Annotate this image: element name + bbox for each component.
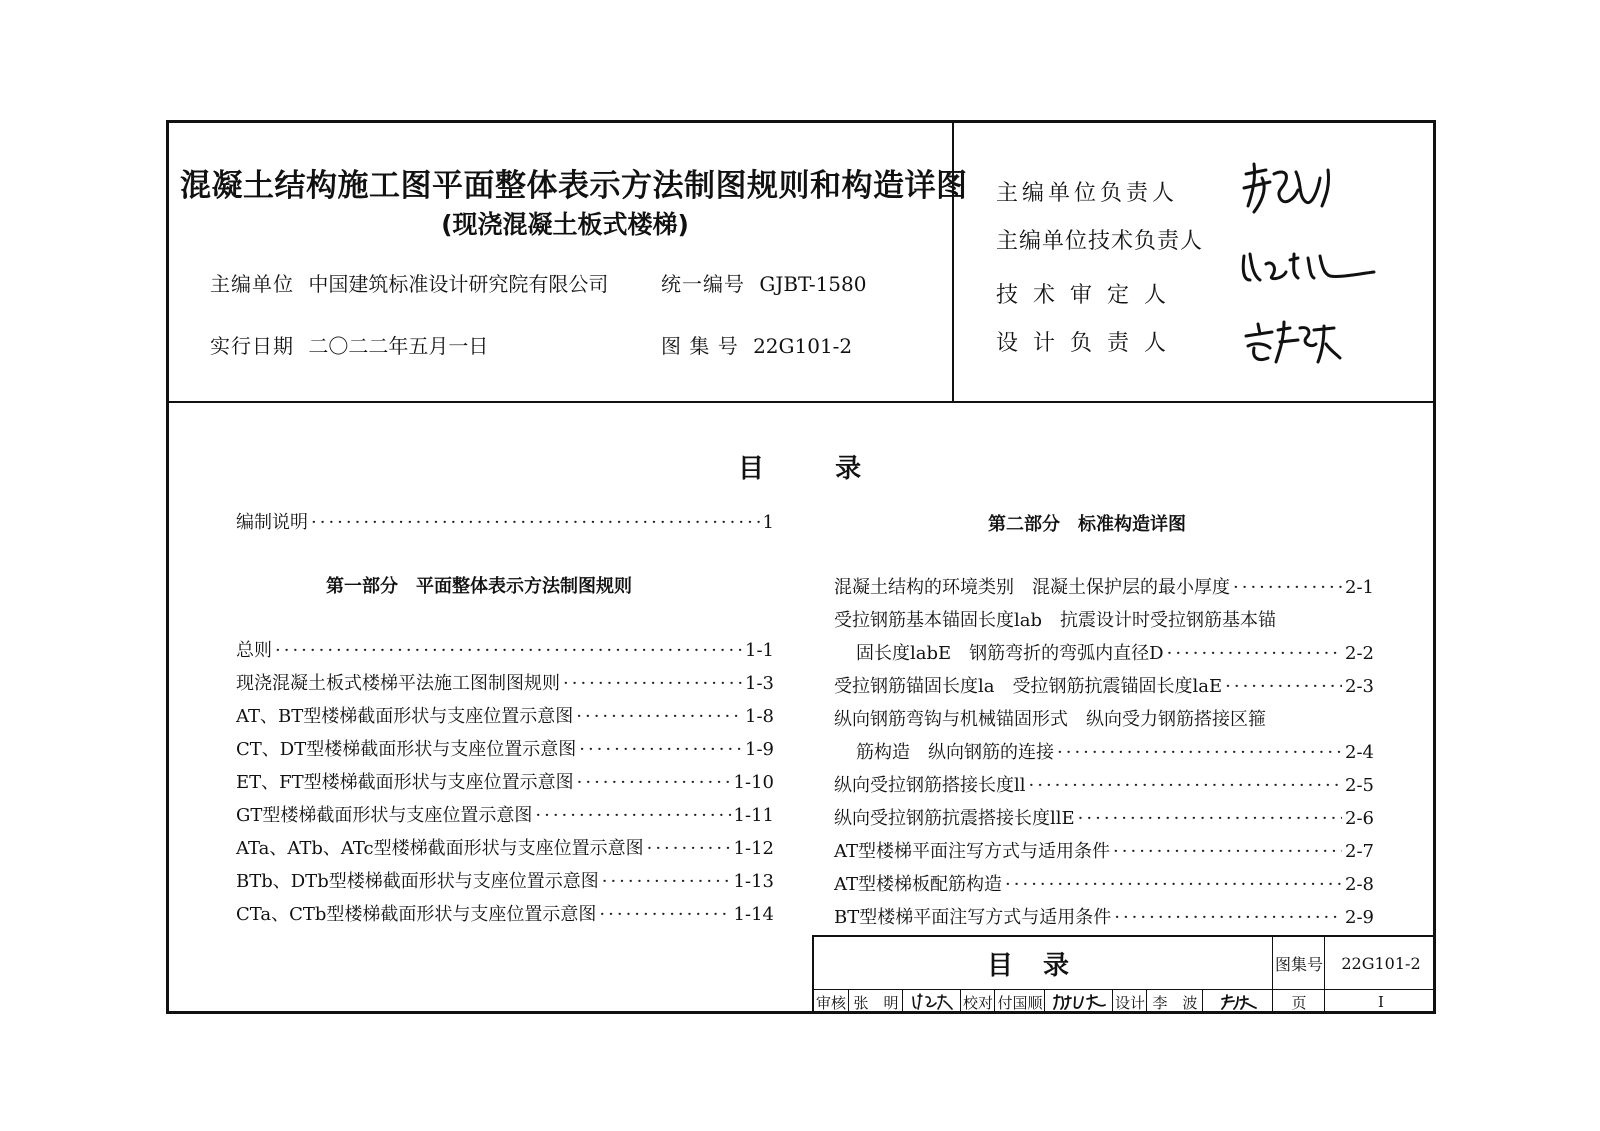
part1-entry[interactable] [236,834,774,867]
atlas-row [661,330,852,359]
part2-entry[interactable] [834,672,1374,705]
role-tech-review [996,278,1166,309]
part2-entry[interactable] [834,606,1374,639]
signature-chief-unit [1240,160,1350,216]
part2-entry[interactable] [834,771,1374,804]
toc-leader-dots [1005,874,1342,895]
toc-leader-dots [599,904,730,925]
toc-entry-page: 2-2 [1345,643,1374,664]
toc-leader-dots [1225,676,1342,697]
design-label: 设计 [1112,990,1147,1014]
role-char: 定 [1106,283,1129,308]
role-char: 审 [1069,283,1092,308]
atlas-label: 图 集 号 [661,334,739,358]
toc-entry-page: 1-1 [745,640,774,661]
part1-entry[interactable] [236,735,774,768]
toc-leader-dots [1167,643,1342,664]
toc-entry-page: 2-8 [1345,874,1374,895]
review-name: 张 明 [848,990,903,1014]
toc-entry-text: 筋构造 纵向钢筋的连接 [856,742,1054,763]
part2-entry[interactable] [834,573,1374,606]
role-char: 人 [1143,331,1166,356]
review-label: 审核 [815,993,846,1012]
role-char: 责 [1106,331,1129,356]
toc-entry-page: 1-9 [745,739,774,760]
toc-entry-text: GT型楼梯截面形状与支座位置示意图 [236,805,533,826]
toc-heading-b: 录 [835,454,862,484]
toc-leader-dots [1057,742,1342,763]
role-design-lead [996,326,1166,357]
part2-list [834,573,1374,936]
part1-heading: 第一部分 平面整体表示方法制图规则 [326,576,632,597]
role-char: 计 [1032,331,1055,356]
title-block-atlas-value: 22G101-2 [1324,937,1437,989]
toc-entry-text: 纵向受拉钢筋抗震搭接长度llE [834,808,1075,829]
part1-entry[interactable] [236,801,774,834]
toc-entry-page: 2-5 [1345,775,1374,796]
toc-entry-page: 2-1 [1345,577,1374,598]
toc-entry-text: 固长度labE 钢筋弯折的弯弧内直径D [856,643,1164,664]
part2-entry[interactable] [834,639,1374,672]
date-row [210,330,488,359]
part2-entry[interactable] [834,705,1374,738]
toc-entry-text: AT型楼梯平面注写方式与适用条件 [834,841,1111,862]
toc-leader-dots [647,838,731,859]
title-block-atlas-label: 图集号 [1272,937,1325,989]
toc-entry-text: 总则 [236,640,272,661]
part2-entry[interactable] [834,870,1374,903]
toc-entry-text: CTa、CTb型楼梯截面形状与支座位置示意图 [236,904,597,925]
toc-entry-intro[interactable] [236,508,774,541]
check-label: 校对 [960,990,995,1014]
editor-value: 中国建筑标准设计研究院有限公司 [308,272,609,296]
code-label: 统一编号 [661,272,745,296]
toc-heading [738,448,861,485]
page-label: 页 [1272,990,1325,1014]
toc-leader-dots [1113,841,1342,862]
editor-row [210,268,608,297]
check-name: 付国顺 [994,990,1045,1014]
toc-entry-page: 2-3 [1345,676,1374,697]
toc-leader-dots [1029,775,1342,796]
toc-leader-dots [1233,577,1342,598]
part1-entry[interactable] [236,636,774,669]
part1-entry[interactable] [236,702,774,735]
editor-label: 主编单位 [210,272,294,296]
title-block [812,935,1436,1014]
signature-chief-tech [1238,246,1378,290]
review-signature [902,990,961,1014]
toc-entry-text: 纵向钢筋弯钩与机械锚固形式 纵向受力钢筋搭接区箍 [834,709,1266,730]
toc-entry-text: 混凝土结构的环境类别 混凝土保护层的最小厚度 [834,577,1230,598]
date-label: 实行日期 [210,334,294,358]
header-column-divider [952,120,954,402]
toc-leader-dots [311,512,760,533]
page-value: I [1324,990,1437,1014]
part2-entry[interactable] [834,837,1374,870]
document-title: 混凝土结构施工图平面整体表示方法制图规则和构造详图 [180,168,968,204]
toc-entry-text: BT型楼梯平面注写方式与适用条件 [834,907,1112,928]
toc-leader-dots [576,706,742,727]
toc-entry-text: 编制说明 [236,512,308,533]
toc-entry-page: 1-14 [733,904,774,925]
toc-leader-dots [602,871,731,892]
role-char: 术 [1032,283,1055,308]
design-signature [1202,990,1273,1014]
toc-entry-text: 受拉钢筋基本锚固长度lab 抗震设计时受拉钢筋基本锚 [834,610,1277,631]
part2-entry[interactable] [834,804,1374,837]
toc-leader-dots [579,739,742,760]
toc-entry-page: 1-12 [733,838,774,859]
design-name: 李 波 [1146,990,1203,1014]
code-row [661,268,866,297]
toc-entry-page: 2-6 [1345,808,1374,829]
toc-entry-text: ATa、ATb、ATc型楼梯截面形状与支座位置示意图 [236,838,644,859]
role-char: 负 [1069,331,1092,356]
toc-entry-page: 1-10 [733,772,774,793]
toc-leader-dots [535,805,730,826]
toc-entry-text: AT型楼梯板配筋构造 [834,874,1003,895]
date-value: 二〇二二年五月一日 [308,334,489,358]
toc-leader-dots [1078,808,1342,829]
toc-entry-page: 1-11 [733,805,774,826]
toc-entry-page: 1-3 [745,673,774,694]
part1-list [236,636,774,933]
part2-heading: 第二部分 标准构造详图 [988,514,1186,535]
atlas-value: 22G101-2 [753,334,853,358]
role-char: 设 [996,331,1019,356]
part1-entry[interactable] [236,669,774,702]
toc-entry-page: 1 [762,512,774,533]
toc-entry-text: AT、BT型楼梯截面形状与支座位置示意图 [236,706,574,727]
toc-entry-text: 受拉钢筋锚固长度la 受拉钢筋抗震锚固长度laE [834,676,1223,697]
part2-entry[interactable] [834,903,1374,936]
toc-leader-dots [275,640,742,661]
code-value: GJBT-1580 [759,272,867,296]
header-divider [166,401,1436,403]
toc-entry-text: ET、FT型楼梯截面形状与支座位置示意图 [236,772,574,793]
signature-design-lead [1242,318,1342,368]
toc-leader-dots [1114,907,1342,928]
toc-leader-dots [577,772,731,793]
part2-entry[interactable] [834,738,1374,771]
toc-leader-dots [563,673,742,694]
toc-entry-text: CT、DT型楼梯截面形状与支座位置示意图 [236,739,577,760]
toc-entry-text: BTb、DTb型楼梯截面形状与支座位置示意图 [236,871,599,892]
role-chief-unit: 主编单位负责人 [996,181,1179,206]
toc-entry-page: 2-4 [1345,742,1374,763]
part1-entry[interactable] [236,867,774,900]
part1-entry[interactable] [236,900,774,933]
toc-entry-page: 2-9 [1345,907,1374,928]
role-char: 人 [1143,283,1166,308]
document-subtitle: (现浇混凝土板式楼梯) [441,210,689,239]
part1-entry[interactable] [236,768,774,801]
toc-entry-page: 2-7 [1345,841,1374,862]
role-char: 技 [996,283,1019,308]
toc-heading-a: 目 [738,454,765,484]
check-signature [1044,990,1113,1014]
title-block-name: 目录 [986,950,1099,981]
toc-entry-text: 现浇混凝土板式楼梯平法施工图制图规则 [236,673,560,694]
role-chief-tech: 主编单位技术负责人 [996,229,1204,254]
toc-entry-page: 1-8 [745,706,774,727]
toc-entry-text: 纵向受拉钢筋搭接长度ll [834,775,1026,796]
toc-entry-page: 1-13 [733,871,774,892]
